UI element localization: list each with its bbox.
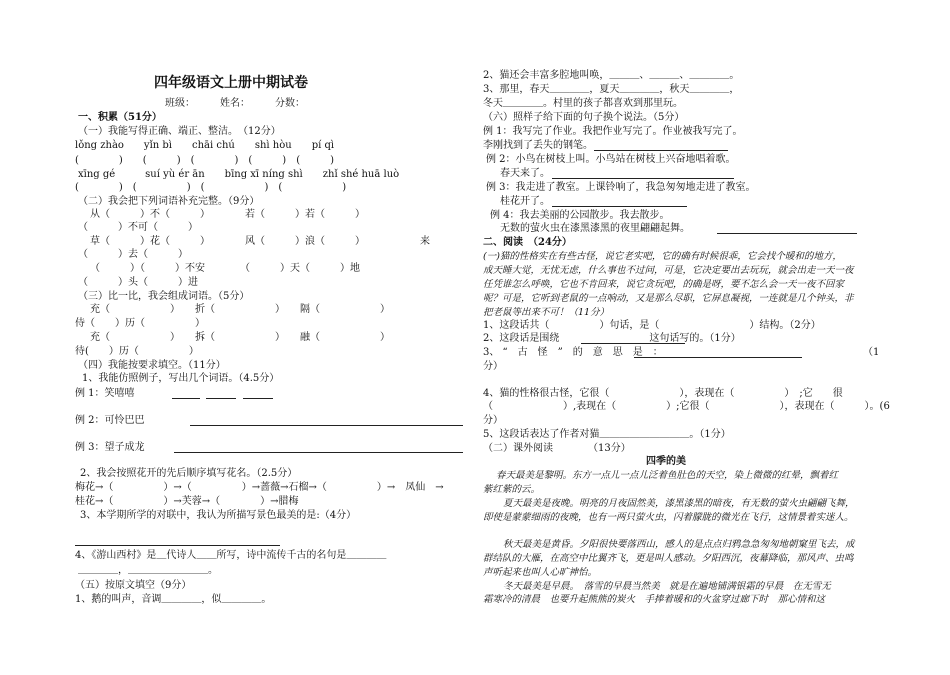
answer-line bbox=[552, 178, 734, 179]
answer-q4-cont: （ ）,表现在（ ）;它很（ ），表现在（ ）。(6 bbox=[483, 401, 890, 412]
compare-row-2b: 待( ）历（ ） bbox=[75, 346, 199, 357]
compare-row-1: 充（ ） 折（ ） 隔（ ） bbox=[90, 304, 390, 315]
answer-q5: 5、这段话表达了作者对猫＿＿＿＿＿＿＿＿＿。（1分） bbox=[483, 429, 731, 440]
passage-line-1: (一)猫的性格实在有些古怪，说它老实吧，它的确有时候很乖，它会找个暖和的地方， bbox=[483, 251, 842, 262]
pinyin-row-2: xīng gé suí yù ér ān bīng xī níng shì zhǐ shé huā luò bbox=[78, 169, 400, 180]
flower-sequence-1: 梅花→（ ）→（ ）→蔷薇→石榴→（ ）→ 凤仙 → bbox=[75, 482, 444, 493]
example-6-1a: 李刚找到了丢失的钢笔。 bbox=[483, 140, 593, 151]
question-3: （三）比一比，我会组成词语。（5分） bbox=[78, 291, 250, 302]
answer-line bbox=[75, 545, 280, 546]
question-4b: 2、我会按照花开的先后顺序填写花名。（2.5分） bbox=[80, 468, 298, 479]
example-6-3a: 桂花开了。 bbox=[500, 196, 550, 207]
answer-line bbox=[594, 150, 728, 151]
answer-line bbox=[552, 206, 687, 207]
seasons-spring: 春天最美是黎明。东方一点儿一点儿泛着鱼肚色的天空，染上微微的红晕，飘着红 bbox=[496, 470, 839, 481]
example-2: 例 2：可怜巴巴 bbox=[75, 415, 145, 426]
example-6-4a: 无数的萤火虫在漆黑漆黑的夜里翩翩起舞。 bbox=[500, 223, 690, 234]
seasons-winter: 冬天最美是早晨。 落雪的早晨当然美 就是在遍地铺满银霜的早晨 在无雪无 bbox=[503, 581, 831, 592]
question-6: （六）照样子给下面的句子换个说法。（5分） bbox=[483, 112, 685, 123]
question-r2: 3、那里，春天＿＿＿＿，夏天＿＿＿＿，秋天＿＿＿＿， bbox=[483, 84, 740, 95]
fill-row-3: （ ）（ ）不安 （ ）天（ ）地 bbox=[90, 263, 360, 274]
answer-line bbox=[634, 357, 802, 358]
example-1: 例 1：笑嘻嘻 bbox=[75, 388, 135, 399]
fill-row-1: 从（ ）不（ ） 若（ ）若（ ） bbox=[90, 209, 365, 220]
answer-q3-score-cont: 分） bbox=[483, 361, 503, 372]
answer-brackets-2: ( ) ( ) ( ) ( ) bbox=[75, 182, 347, 193]
compare-row-1b: 侍（ ）历（ ） bbox=[75, 318, 205, 329]
passage-line-4: 呢？可是，它听到老鼠的一点响动，又是那么尽职，它屏息凝视，一连就是几个钟头，非 bbox=[483, 293, 854, 304]
question-5a: 1、鹅的叫声，音调＿＿＿＿，似＿＿＿＿。 bbox=[75, 594, 272, 605]
answer-line bbox=[190, 425, 463, 426]
passage-line-2: 成天睡大觉，无忧无虑，什么事也不过问，可是，它决定要出去玩玩，就会出走一天一夜 bbox=[483, 265, 854, 276]
question-5: （五）按原文填空（9分） bbox=[75, 580, 192, 591]
example-6-3: 例 3：我走进了教室。上课铃响了，我急匆匆地走进了教室。 bbox=[486, 182, 756, 193]
answer-line bbox=[717, 233, 857, 234]
example-6-2a: 春天来了。 bbox=[500, 168, 550, 179]
answer-q1: 1、这段话共（ ）句话，是（ ）结构。（2分） bbox=[483, 320, 821, 331]
seasons-summer-cont: 即使是蒙蒙细雨的夜晚，也有一两只萤火虫，闪着朦胧的微光在飞行，这情景着实迷人。 bbox=[483, 512, 854, 523]
passage-line-5: 把老鼠等出来不可！（11分） bbox=[483, 307, 610, 318]
fill-row-1b: （ ）不可（ ） bbox=[78, 222, 198, 233]
flower-sequence-2: 桂花→（ ）→芙蓉→（ ）→腊梅 bbox=[75, 496, 299, 507]
question-4c: 3、本学期所学的对联中，我认为所描写景色最美的是:（4分） bbox=[80, 510, 357, 521]
extracurricular-heading: （二）课外阅读 （13分） bbox=[483, 443, 631, 454]
answer-q4: 4、猫的性格很古怪，它很（ ），表现在（ ） ;它 很 bbox=[483, 388, 843, 399]
answer-line bbox=[172, 398, 200, 399]
answer-line bbox=[243, 398, 273, 399]
student-info: 班级： 姓名： 分数： bbox=[165, 98, 305, 109]
answer-line bbox=[206, 398, 236, 399]
answer-line bbox=[174, 452, 463, 453]
section-1-heading: 一、积累（51分） bbox=[78, 112, 162, 123]
answer-line bbox=[581, 343, 685, 344]
compare-row-2: 充（ ） 拆（ ） 融（ ） bbox=[90, 332, 390, 343]
passage-line-3: 任凭谁怎么呼唤，它也不肯回来，说它贪玩吧，的确是呀，要不怎么会一天一夜不回家 bbox=[483, 279, 845, 290]
answer-q4-score: 分） bbox=[483, 415, 503, 426]
question-4: （四）我能按要求填空。（11分） bbox=[78, 360, 226, 371]
question-2: （二）我会把下列词语补充完整。（9分） bbox=[78, 196, 260, 207]
question-r2-cont: 冬天＿＿＿＿。村里的孩子都喜欢到那里玩。 bbox=[483, 98, 683, 109]
poem-title: 四季的美 bbox=[646, 456, 686, 467]
seasons-winter-cont: 霜寒冷的清晨 也要升起熊熊的炭火 手捧着暖和的火盆穿过廊下时 那心情和这 bbox=[483, 594, 826, 605]
section-2-heading: 二、阅读 （24分） bbox=[483, 237, 572, 248]
question-4d: 4、《游山西村》是＿代诗人＿＿所写，诗中流传千古的名句是＿＿＿＿ bbox=[75, 550, 387, 561]
seasons-autumn-cont: 群结队的大雁，在高空中比翼齐飞，更是叫人感动。夕阳西沉，夜幕降临，那风声、虫鸣 bbox=[483, 553, 854, 564]
example-6-1: 例 1：我写完了作业。我把作业写完了。作业被我写完了。 bbox=[483, 126, 743, 137]
answer-q2: 2、这段话是围绕 这句话写的。（1分） bbox=[483, 333, 741, 344]
question-4d-cont: ＿＿＿＿，＿＿＿＿＿＿＿＿。 bbox=[78, 565, 218, 576]
question-1: （一）我能写得正确、端正、整洁。 （12分） bbox=[78, 126, 281, 137]
seasons-autumn-cont2: 声听起来也叫人心旷神怡。 bbox=[483, 567, 598, 578]
seasons-spring-cont: 紫红紫的云。 bbox=[483, 484, 541, 495]
example-6-4: 例 4：我去美丽的公园散步。我去散步。 bbox=[490, 210, 670, 221]
question-r1: 2、猫还会丰富多腔地叫唤，＿＿＿、＿＿＿、＿＿＿＿。 bbox=[483, 70, 740, 81]
fill-row-2: 草（ ）花（ ） 风（ ）浪（ ） 来 bbox=[90, 236, 430, 247]
answer-brackets-1: ( ) ( ) ( ) ( ) ( ) bbox=[75, 155, 335, 166]
seasons-autumn: 秋天最美是黄昏。夕阳很快要落西山，感人的是点点归鸦急急匆匆地朝窠里飞去，成 bbox=[503, 539, 855, 550]
answer-q3-score: （1 bbox=[863, 347, 880, 358]
answer-q3: 3、 “ 古 怪 ” 的 意 思 是 ： bbox=[483, 347, 663, 358]
example-3: 例 3：望子成龙 bbox=[75, 442, 145, 453]
page-title: 四年级语文上册中期试卷 bbox=[154, 75, 308, 91]
question-4a: 1、我能仿照例子，写出几个词语。（4.5分） bbox=[82, 373, 280, 384]
example-6-2: 例 2：小鸟在树枝上叫。小鸟站在树枝上兴奋地唱着歌。 bbox=[486, 154, 736, 165]
pinyin-row-1: lǒng zhào yǐn bì chāi chú shì hòu pí qì bbox=[75, 140, 335, 151]
seasons-summer: 夏天最美是夜晚。明亮的月夜固然美，漆黑漆黑的暗夜，有无数的萤火虫翩翩飞舞， bbox=[503, 498, 855, 509]
fill-row-3b: （ ）头（ ）进 bbox=[78, 277, 198, 288]
fill-row-2b: （ ）去（ ） bbox=[78, 249, 188, 260]
